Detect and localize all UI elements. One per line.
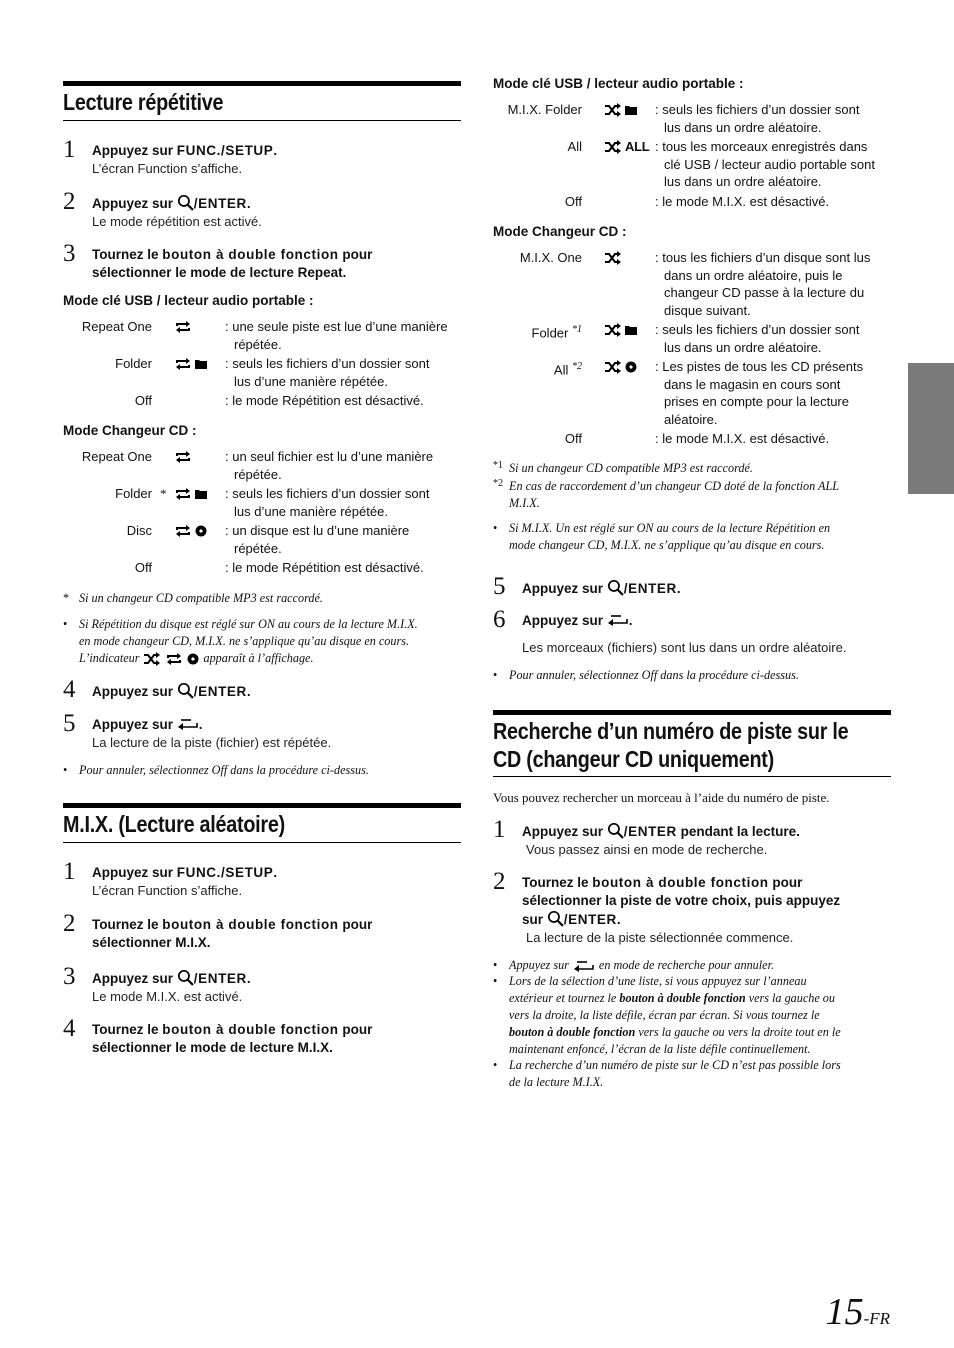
step-description: L’écran Function s’affiche. — [92, 883, 243, 898]
repeat-icon — [174, 450, 192, 464]
step-number: 2 — [63, 910, 76, 937]
mix-step-6: 6 Appuyez sur . Les morceaux (fichiers) sont lus dans un ordre aléatoire. — [493, 612, 891, 657]
return-icon — [177, 718, 199, 730]
shuffle-icon — [604, 103, 622, 117]
mix-step-3: 3 Appuyez sur /ENTER. Le mode M.I.X. est activé. — [63, 969, 461, 1006]
repeat-icon — [165, 652, 183, 666]
note-disc-repeat: • Si Répétition du disque est réglé sur ON au cours de la lecture M.I.X. en mode changeur CD, M.I.X. ne s’applique qu’au disque en cours. L’indicateur apparaît à l’affichage. — [63, 617, 418, 665]
step-number: 4 — [63, 1015, 76, 1042]
footnote-marker: * — [160, 486, 167, 501]
mix-usb-heading: Mode clé USB / lecteur audio portable : — [493, 76, 744, 91]
note-cancel: • Pour annuler, sélectionnez Off dans la procédure ci-dessus. — [63, 763, 369, 777]
step-number: 5 — [63, 710, 76, 737]
search-icon — [177, 682, 194, 699]
repeat-icon — [174, 320, 192, 334]
step-number: 1 — [63, 136, 76, 163]
section-title-track-search: Recherche d’un numéro de piste sur le CD (changeur CD uniquement) — [493, 710, 891, 777]
step-1: 1 Appuyez sur FUNC./SETUP. L’écran Function s’affiche. — [63, 142, 461, 178]
folder-icon — [195, 489, 207, 499]
search-icon — [177, 194, 194, 211]
folder-icon — [625, 105, 637, 115]
step-number: 1 — [63, 858, 76, 885]
search-step-2: 2 Tournez le bouton à double fonction pour sélectionner la piste de votre choix, puis appuyez sur /ENTER. La lecture de la piste sélectionnée commence. — [493, 874, 891, 947]
step-3: 3 Tournez le bouton à double fonction pour sélectionner le mode de lecture Repeat. — [63, 240, 373, 280]
all-icon: ALL — [625, 138, 650, 154]
disc-icon — [625, 361, 637, 373]
shuffle-icon — [604, 323, 622, 337]
step-number: 2 — [63, 188, 76, 215]
step-number: 6 — [493, 606, 506, 633]
shuffle-icon — [143, 652, 161, 666]
folder-icon — [625, 325, 637, 335]
note-cancel-search: • Appuyez sur en mode de recherche pour annuler. — [493, 958, 775, 972]
note-mix-cancel: • Pour annuler, sélectionnez Off dans la procédure ci-dessus. — [493, 668, 799, 682]
repeat-icon — [174, 357, 192, 371]
step-description: Les morceaux (fichiers) sont lus dans un ordre aléatoire. — [522, 640, 847, 655]
step-description: Vous passez ainsi en mode de recherche. — [526, 842, 768, 857]
search-icon — [177, 969, 194, 986]
step-number: 3 — [63, 240, 76, 267]
step-number: 5 — [493, 573, 506, 600]
section-title-mix: M.I.X. (Lecture aléatoire) — [63, 803, 461, 843]
disc-icon — [187, 653, 199, 665]
note-mix-repeat: • Si M.I.X. Un est réglé sur ON au cours de la lecture Répétition en mode changeur CD, M.I.X. ne s’applique qu’au disque en cours. — [493, 521, 831, 552]
mix-step-1: 1 Appuyez sur FUNC./SETUP. L’écran Function s’affiche. — [63, 864, 461, 900]
step-number: 1 — [493, 816, 506, 843]
page-number: 15-FR — [825, 1291, 890, 1333]
repeat-icon — [174, 524, 192, 538]
search-step-1: 1 Appuyez sur /ENTER pendant la lecture. Vous passez ainsi en mode de recherche. — [493, 822, 891, 859]
mix-cd-heading: Mode Changeur CD : — [493, 224, 627, 239]
search-icon — [607, 579, 624, 596]
step-number: 4 — [63, 676, 76, 703]
search-icon — [607, 822, 624, 839]
note-mix-search: • La recherche d’un numéro de piste sur le CD n’est pas possible lors de la lecture M.I.X. — [493, 1058, 841, 1089]
section-title-repeat: Lecture répétitive — [63, 81, 461, 121]
repeat-icon — [174, 487, 192, 501]
mix-step-5: 5 Appuyez sur /ENTER. — [493, 573, 681, 600]
shuffle-icon — [604, 140, 622, 154]
mix-step-4: 4 Tournez le bouton à double fonction pour sélectionner le mode de lecture M.I.X. — [63, 1015, 373, 1055]
step-number: 2 — [493, 868, 506, 895]
step-number: 3 — [63, 963, 76, 990]
footnote-2: *2 En cas de raccordement d’un changeur CD doté de la fonction ALL M.I.X. — [493, 478, 840, 510]
folder-icon — [195, 359, 207, 369]
footnote-mp3: * Si un changeur CD compatible MP3 est raccordé. — [63, 591, 323, 605]
usb-mode-heading: Mode clé USB / lecteur audio portable : — [63, 293, 314, 308]
chapter-tab — [908, 363, 954, 494]
shuffle-icon — [604, 360, 622, 374]
step-description: Le mode répétition est activé. — [92, 214, 262, 229]
step-4: 4 Appuyez sur /ENTER. — [63, 676, 251, 703]
step-description: La lecture de la piste (fichier) est répétée. — [92, 735, 332, 750]
note-list-scroll: • Lors de la sélection d’une liste, si vous appuyez sur l’anneau extérieur et tournez le bouton à double fonction vers la gauche ou vers la droite, la liste défile, écran par écran. Si vous tournez le bouton à double fonction vers la gauche ou vers la droite tout en le maintenant enfoncé, l’écran de la liste défile continuellement. — [493, 974, 841, 1056]
func-setup-button-label: FUNC./SETUP — [176, 143, 274, 158]
step-description: L’écran Function s’affiche. — [92, 161, 243, 176]
step-description: La lecture de la piste sélectionnée commence. — [526, 930, 794, 945]
footnote-1: *1 Si un changeur CD compatible MP3 est raccordé. — [493, 460, 753, 475]
disc-icon — [195, 525, 207, 537]
mix-step-2: 2 Tournez le bouton à double fonction pour sélectionner M.I.X. — [63, 910, 373, 950]
return-icon — [573, 960, 595, 972]
shuffle-icon — [604, 251, 622, 265]
track-search-intro: Vous pouvez rechercher un morceau à l’aide du numéro de piste. — [493, 790, 830, 805]
cd-mode-heading: Mode Changeur CD : — [63, 423, 197, 438]
step-2: 2 Appuyez sur /ENTER. Le mode répétition est activé. — [63, 194, 461, 231]
return-icon — [607, 614, 629, 626]
search-icon — [547, 910, 564, 927]
step-description: Le mode M.I.X. est activé. — [92, 989, 243, 1004]
step-5: 5 Appuyez sur . La lecture de la piste (fichier) est répétée. — [63, 716, 461, 752]
